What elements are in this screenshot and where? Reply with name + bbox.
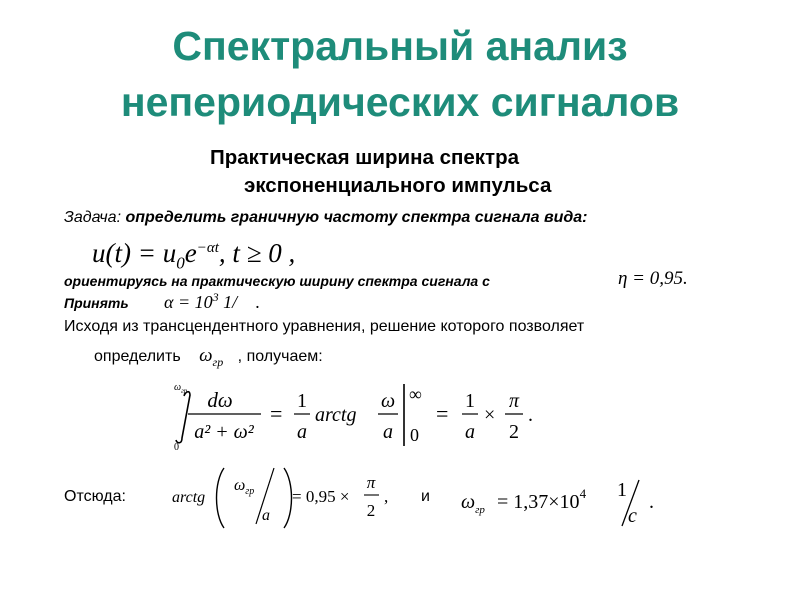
- integral-lower-limit: 0: [174, 442, 179, 452]
- fraction-den-a-2: a: [383, 421, 393, 443]
- left-paren: [217, 468, 225, 528]
- task-label: Задача:: [64, 209, 122, 226]
- transcend-line-1: Исходя из трансцендентного уравнения, решение которого позволяет: [64, 318, 585, 335]
- eta-formula: [618, 268, 688, 290]
- integral-upper-limit: $\omega_{гр}$: [174, 382, 188, 395]
- signal-formula-u0-sub: 0: [176, 253, 185, 273]
- fraction-num-pi: π: [508, 390, 520, 412]
- accept-line: [64, 295, 129, 311]
- fraction-num-one-2: 1: [465, 390, 475, 412]
- accept-text: Принять: [64, 295, 129, 311]
- result-arctg: arctg: [172, 489, 206, 506]
- omega2-one: 1: [617, 479, 627, 501]
- fraction-den-1: a² + ω²: [194, 421, 254, 443]
- arctg-label: arctg: [315, 404, 357, 426]
- alpha-formula: [164, 290, 260, 313]
- task-line: [64, 209, 588, 227]
- hence-label: Отсюда:: [64, 488, 126, 505]
- orient-line: [64, 273, 490, 289]
- omega2-c: c: [628, 505, 637, 527]
- eval-upper-inf: ∞: [409, 384, 422, 404]
- and-label: и: [421, 488, 430, 505]
- fraction-num-one-1: 1: [297, 390, 307, 412]
- result-pi: π: [366, 473, 376, 492]
- slide-title-line-1: Спектральный анализ: [172, 23, 628, 69]
- alpha-unit: 1/: [223, 292, 238, 312]
- slide-title-line-2: непериодических сигналов: [120, 79, 680, 125]
- fraction-den-a-3: a: [465, 421, 475, 443]
- fraction-num-domega: dω: [207, 388, 233, 412]
- eval-lower-zero: 0: [410, 425, 419, 445]
- signal-formula-tail: , t ≥ 0 ,: [218, 238, 296, 268]
- omega2-dot: .: [649, 491, 654, 513]
- signal-formula-lhs: u(t) = u: [92, 238, 177, 268]
- alpha-dot: .: [255, 292, 261, 312]
- right-paren: [284, 468, 292, 528]
- result-omega-gr: $\omega_{гр}$: [234, 477, 255, 497]
- transcend-determine: определить: [94, 348, 181, 365]
- fraction-num-omega: ω: [380, 390, 396, 412]
- omega-gr-inline: [199, 345, 224, 369]
- signal-formula-e: e: [184, 238, 197, 268]
- eta-value: η = 0,95.: [618, 268, 688, 289]
- fraction-den-a-1: a: [297, 421, 307, 443]
- fraction-den-two: 2: [509, 421, 519, 443]
- result-equation-2: [457, 472, 667, 532]
- orient-text: ориентируясь на практическую ширину спектра сигнала с: [64, 273, 490, 289]
- result-a: a: [262, 507, 270, 524]
- slide-title: [0, 18, 800, 130]
- integral-dot: .: [528, 404, 533, 426]
- alpha-value: α = 10: [164, 292, 213, 312]
- alpha-exp: 3: [212, 290, 219, 304]
- integral-sign: [176, 392, 190, 443]
- result-rhs: = 0,95 ×: [292, 487, 350, 506]
- slide-subtitle-line-1: Практическая ширина спектра: [210, 146, 520, 169]
- omega-sub: гр: [212, 354, 224, 369]
- omega-symbol: ω: [199, 345, 213, 366]
- slide-subtitle: [210, 144, 650, 200]
- equals-1: =: [270, 401, 283, 426]
- transcend-line-2: [94, 345, 323, 370]
- integral-equation: [160, 380, 560, 452]
- task-text: определить граничную частоту спектра сигнала вида:: [121, 209, 588, 226]
- result-equation-1: [168, 462, 398, 534]
- omega2-symbol: $\omega_{гр}$: [461, 491, 485, 516]
- signal-formula-exp: −αt: [196, 240, 219, 256]
- result-comma: ,: [384, 487, 389, 506]
- transcend-obtain: , получаем:: [237, 348, 323, 365]
- omega2-rhs: = $1,37\times 10^4$: [497, 486, 587, 513]
- equals-2: =: [436, 401, 449, 426]
- slide-subtitle-line-2: экспоненциального импульса: [244, 174, 552, 197]
- times-sign: ×: [484, 404, 496, 426]
- result-two: 2: [366, 501, 376, 520]
